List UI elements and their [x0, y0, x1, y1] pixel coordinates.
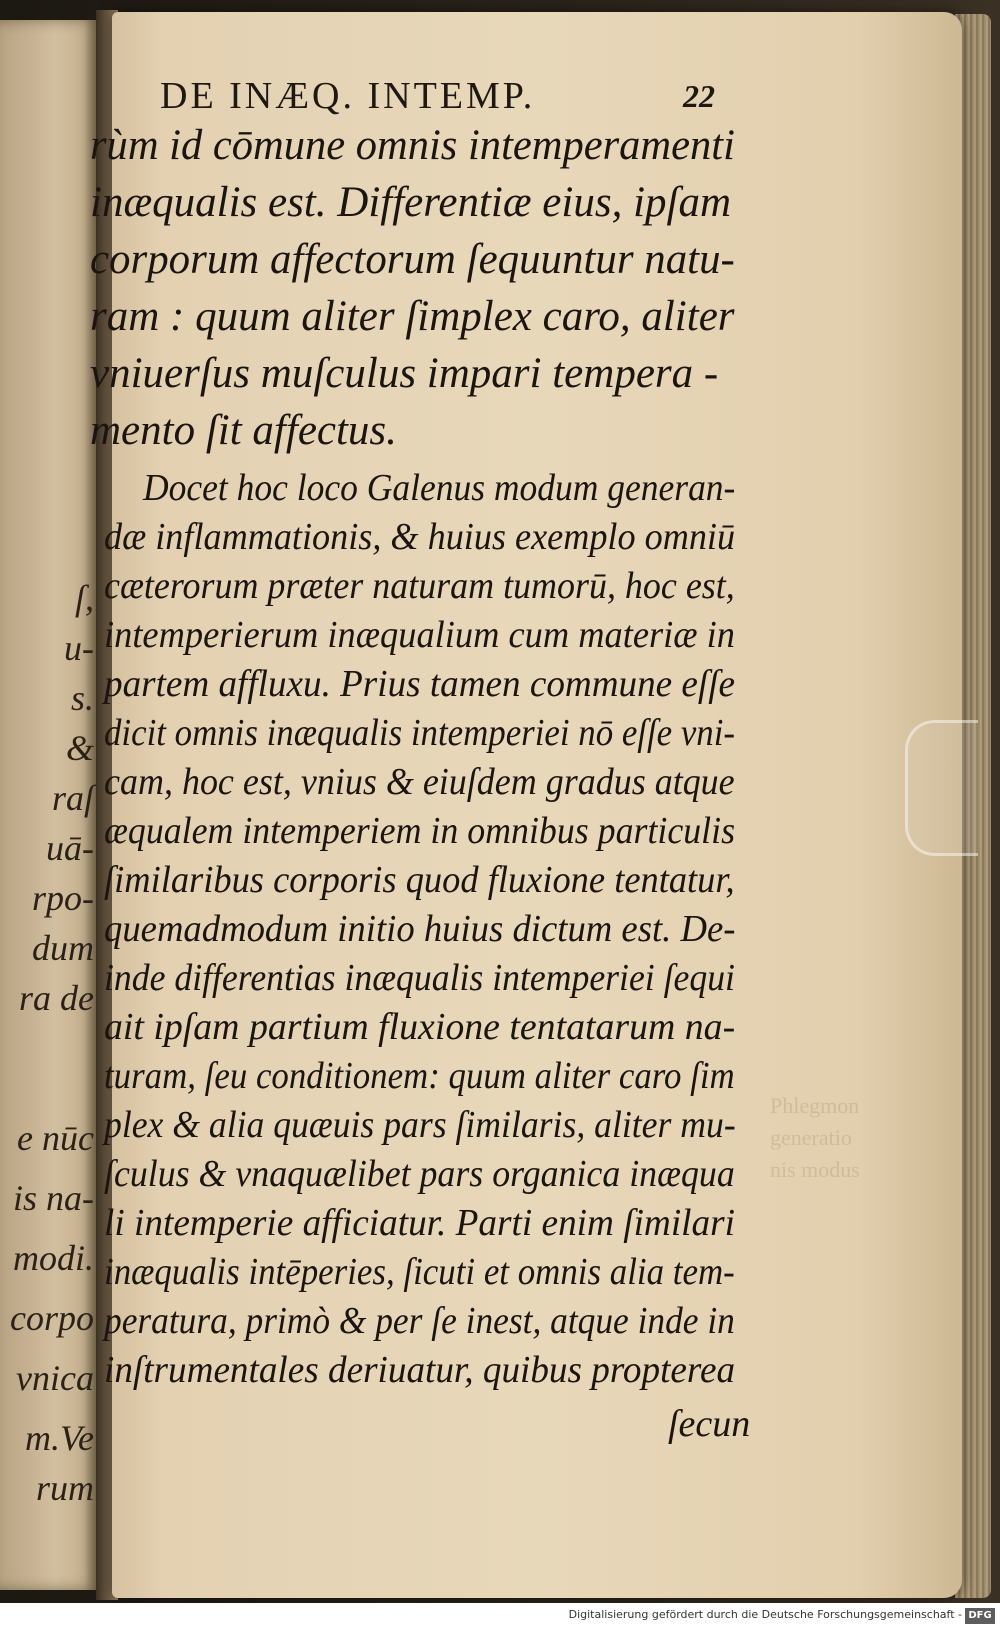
- lemma-line: vniuerſus muſculus impari tempera -: [90, 350, 719, 397]
- dfg-logo: DFG: [965, 1608, 995, 1624]
- commentary-line: turam, ſeu conditionem: quum aliter caro ſim: [104, 1055, 735, 1097]
- commentary-line: cæterorum præter naturam tumorū, hoc est,: [104, 565, 735, 607]
- lemma-line: corporum affectorum ſequuntur natu-: [90, 236, 735, 283]
- commentary-line: cam, hoc est, vnius & eiuſdem gradus atque: [104, 761, 735, 803]
- facing-page-fragment: e nūc: [17, 1118, 94, 1158]
- commentary-line: partem affluxu. Prius tamen commune eſſe: [104, 663, 736, 705]
- facing-page-fragment: &: [65, 728, 94, 768]
- commentary-line: ait ipſam partium fluxione tentatarum na-: [104, 1006, 736, 1048]
- bleed-through-marginalia: Phlegmon generatio nis modus: [770, 1093, 860, 1182]
- lemma-line: rùm id cōmune omnis intemperamenti: [90, 122, 735, 169]
- facing-page-fragment: raſ: [51, 778, 94, 818]
- commentary-line: intemperierum inæqualium cum materiæ in: [104, 614, 735, 656]
- facing-page-fragment: vnica: [16, 1358, 94, 1398]
- lemma-line: ram : quum aliter ſimplex caro, aliter: [90, 293, 735, 340]
- lemma-line: inæqualis est. Differentiæ eius, ipſam: [90, 179, 732, 226]
- digitization-footer: [0, 1603, 1000, 1629]
- commentary-line: ſculus & vnaquælibet pars organica inæqua: [104, 1153, 735, 1195]
- facing-page-fragment: rpo-: [32, 878, 94, 918]
- facing-page-fragment: rum: [35, 1468, 94, 1508]
- lemma-line: mento ſit affectus.: [90, 407, 397, 454]
- facing-page-fragment: uā-: [46, 828, 94, 868]
- commentary-line: ſimilaribus corporis quod fluxione tentatur,: [104, 859, 735, 901]
- running-head: DE INÆQ. INTEMP.: [160, 75, 536, 117]
- commentary-line: dæ inflammationis, & huius exemplo omniū: [104, 516, 736, 558]
- page-number: 22: [683, 78, 715, 114]
- facing-page-fragment: dum: [32, 928, 94, 968]
- facing-page-fragment: s.: [70, 678, 94, 718]
- facing-page-fragment: ſ,: [74, 578, 94, 618]
- facing-page-fragment: u-: [64, 628, 94, 668]
- facing-page-fragment: ra de: [19, 978, 94, 1018]
- commentary-line: quemadmodum initio huius dictum est. De-: [104, 908, 736, 950]
- commentary-line: li intemperie afficiatur. Parti enim ſimilari: [104, 1202, 735, 1244]
- commentary-line: dicit omnis inæqualis intemperiei nō eſſe vni-: [104, 712, 736, 754]
- digitization-notice: Digitalisierung gefördert durch die Deutsche Forschungsgemeinschaft -: [568, 1608, 962, 1621]
- facing-page-fragment: corpo: [10, 1298, 94, 1338]
- facing-page-fragment: modi.: [13, 1238, 94, 1278]
- commentary-line: inæqualis intēperies, ſicuti et omnis alia tem-: [104, 1251, 735, 1293]
- facing-page-fragment: is na-: [13, 1178, 94, 1218]
- commentary-line: inſtrumentales deriuatur, quibus propterea: [104, 1349, 736, 1391]
- commentary-line: inde differentias inæqualis intemperiei ſequi: [104, 957, 735, 999]
- facing-page: [0, 20, 100, 1590]
- page-header: [160, 74, 715, 124]
- facing-page-fragment: m.Ve: [25, 1418, 94, 1458]
- page-clip: [905, 720, 978, 856]
- commentary-line: æqualem intemperiem in omnibus particulis: [104, 810, 736, 852]
- commentary-line: peratura, primò & per ſe inest, atque inde in: [104, 1300, 735, 1342]
- commentary-line: plex & alia quæuis pars ſimilaris, aliter mu-: [104, 1104, 736, 1146]
- commentary-line: Docet hoc loco Galenus modum generan-: [143, 467, 736, 509]
- catchword: ſecun: [668, 1403, 751, 1445]
